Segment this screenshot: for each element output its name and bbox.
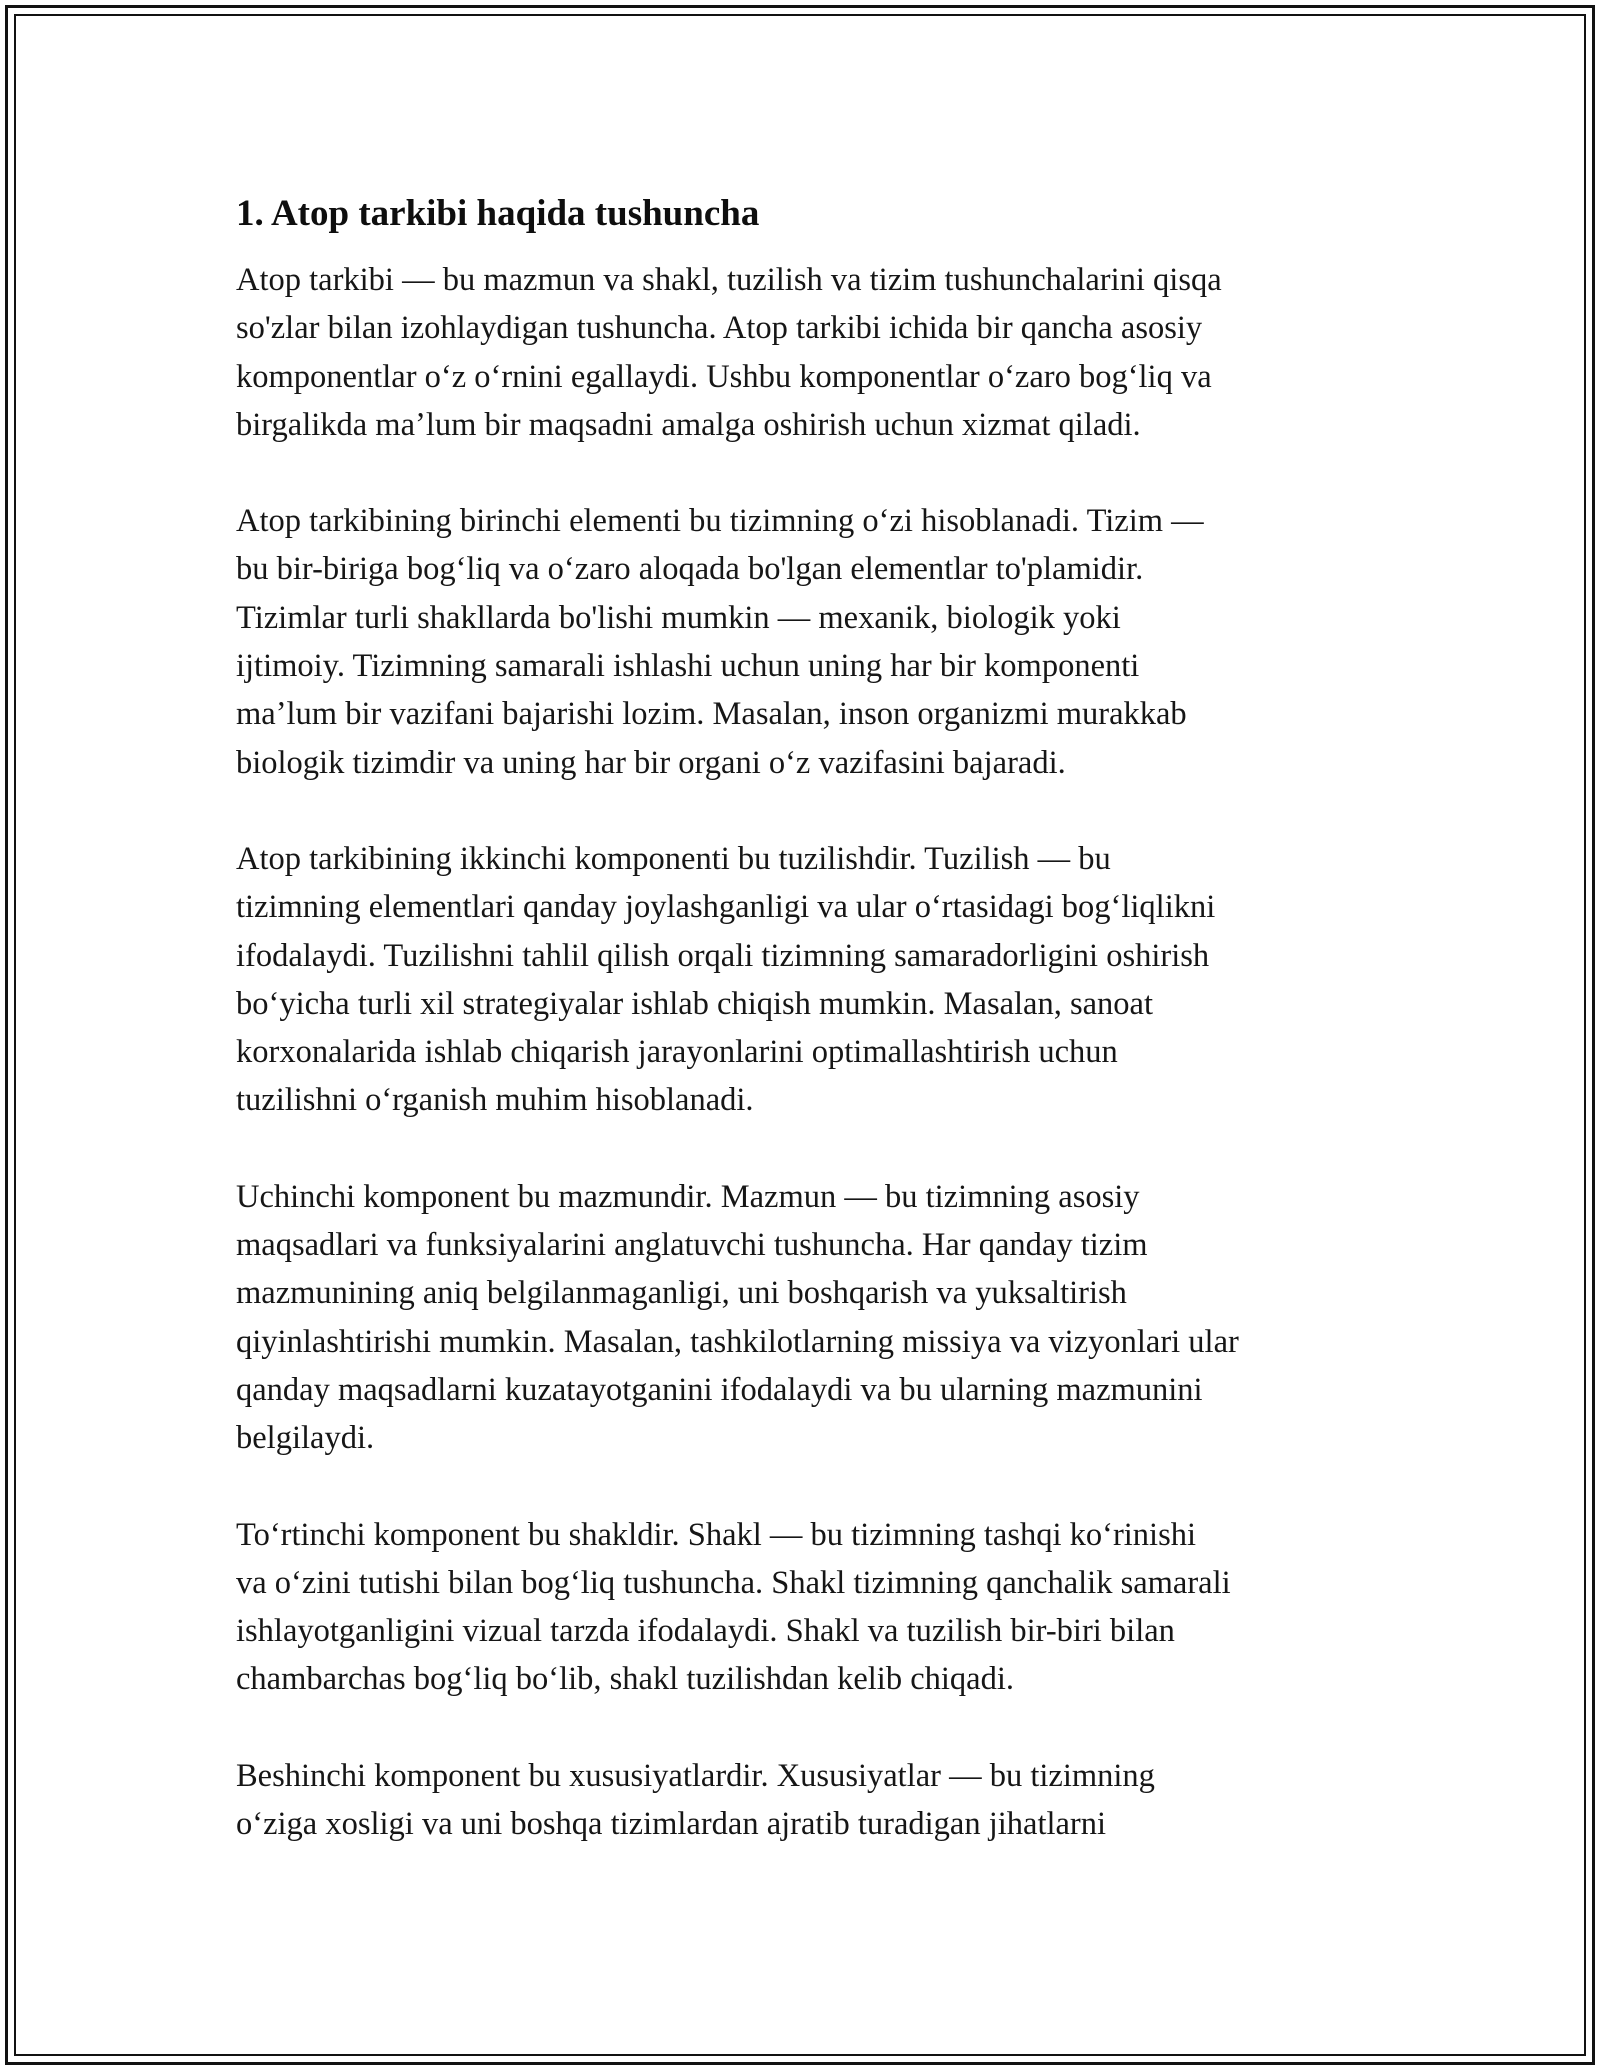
section-heading: 1. Atop tarkibi haqida tushuncha — [236, 193, 760, 234]
text-line: Toʻrtinchi komponent bu shakldir. Shakl — bu tizimning tashqi koʻrinishi — [236, 1516, 1197, 1553]
text-line: tizimning elementlari qanday joylashganligi va ular oʻrtasidagi bogʻliqlikni — [236, 889, 1216, 926]
text-line: ifodalaydi. Tuzilishni tahlil qilish orqali tizimning samaradorligini oshirish — [236, 937, 1210, 974]
text-line: birgalikda maʼlum bir maqsadni amalga oshirish uchun xizmat qiladi. — [236, 406, 1141, 443]
text-line: tuzilishni oʻrganish muhim hisoblanadi. — [236, 1082, 754, 1119]
text-line: maʼlum bir vazifani bajarishi lozim. Masalan, inson organizmi murakkab — [236, 696, 1187, 733]
text-line: Tizimlar turli shakllarda bo'lishi mumkin — mexanik, biologik yoki — [236, 599, 1121, 636]
text-line: korxonalarida ishlab chiqarish jarayonlarini optimallashtirish uchun — [236, 1034, 1118, 1071]
text-line: va oʻzini tutishi bilan bogʻliq tushuncha. Shakl tizimning qanchalik samarali — [236, 1564, 1231, 1601]
text-line: chambarchas bogʻliq boʻlib, shakl tuzilishdan kelib chiqadi. — [236, 1661, 1015, 1698]
text-line: boʻyicha turli xil strategiyalar ishlab chiqish mumkin. Masalan, sanoat — [236, 985, 1154, 1022]
text-line: maqsadlari va funksiyalarini anglatuvchi tushuncha. Har qanday tizim — [236, 1227, 1148, 1264]
text-line: Atop tarkibi — bu mazmun va shakl, tuzilish va tizim tushunchalarini qisqa — [236, 262, 1222, 298]
text-line: Uchinchi komponent bu mazmundir. Mazmun — bu tizimning asosiy — [236, 1178, 1140, 1215]
text-line: so'zlar bilan izohlaydigan tushuncha. Atop tarkibi ichida bir qancha asosiy — [236, 310, 1203, 347]
text-line: ishlayotganligini vizual tarzda ifodalaydi. Shakl va tuzilish bir-biri bilan — [236, 1613, 1175, 1650]
paragraph-5 — [236, 1511, 1376, 1704]
text-line: Beshinchi komponent bu xususiyatlardir. Xususiyatlar — bu tizimning — [236, 1757, 1155, 1794]
paragraph-2 — [236, 497, 1376, 787]
text-line: mazmunining aniq belgilanmaganligi, uni boshqarish va yuksaltirish — [236, 1275, 1127, 1312]
paragraph-6 — [236, 1752, 1376, 1849]
paragraph-1 — [236, 256, 1376, 449]
paragraph-3 — [236, 835, 1376, 1125]
text-line: qanday maqsadlarni kuzatayotganini ifodalaydi va bu ularning mazmunini — [236, 1371, 1203, 1408]
text-line: Atop tarkibining ikkinchi komponenti bu tuzilishdir. Tuzilish — bu — [236, 840, 1111, 877]
text-line: komponentlar oʻz oʻrnini egallaydi. Ushbu komponentlar oʻzaro bogʻliq va — [236, 358, 1212, 395]
document-body — [236, 186, 1376, 1896]
paragraph-4 — [236, 1173, 1376, 1463]
text-line: belgilaydi. — [236, 1420, 375, 1457]
text-line: bu bir-biriga bogʻliq va oʻzaro aloqada bo'lgan elementlar to'plamidir. — [236, 551, 1144, 588]
text-line: Atop tarkibining birinchi elementi bu tizimning oʻzi hisoblanadi. Tizim — — [236, 503, 1204, 540]
text-line: oʻziga xosligi va uni boshqa tizimlardan ajratib turadigan jihatlarni — [236, 1806, 1107, 1843]
text-line: ijtimoiy. Tizimning samarali ishlashi uchun uning har bir komponenti — [236, 648, 1140, 685]
text-line: biologik tizimdir va uning har bir organi oʻz vazifasini bajaradi. — [236, 744, 1066, 781]
text-line: qiyinlashtirishi mumkin. Masalan, tashkilotlarning missiya va vizyonlari ular — [236, 1323, 1239, 1360]
